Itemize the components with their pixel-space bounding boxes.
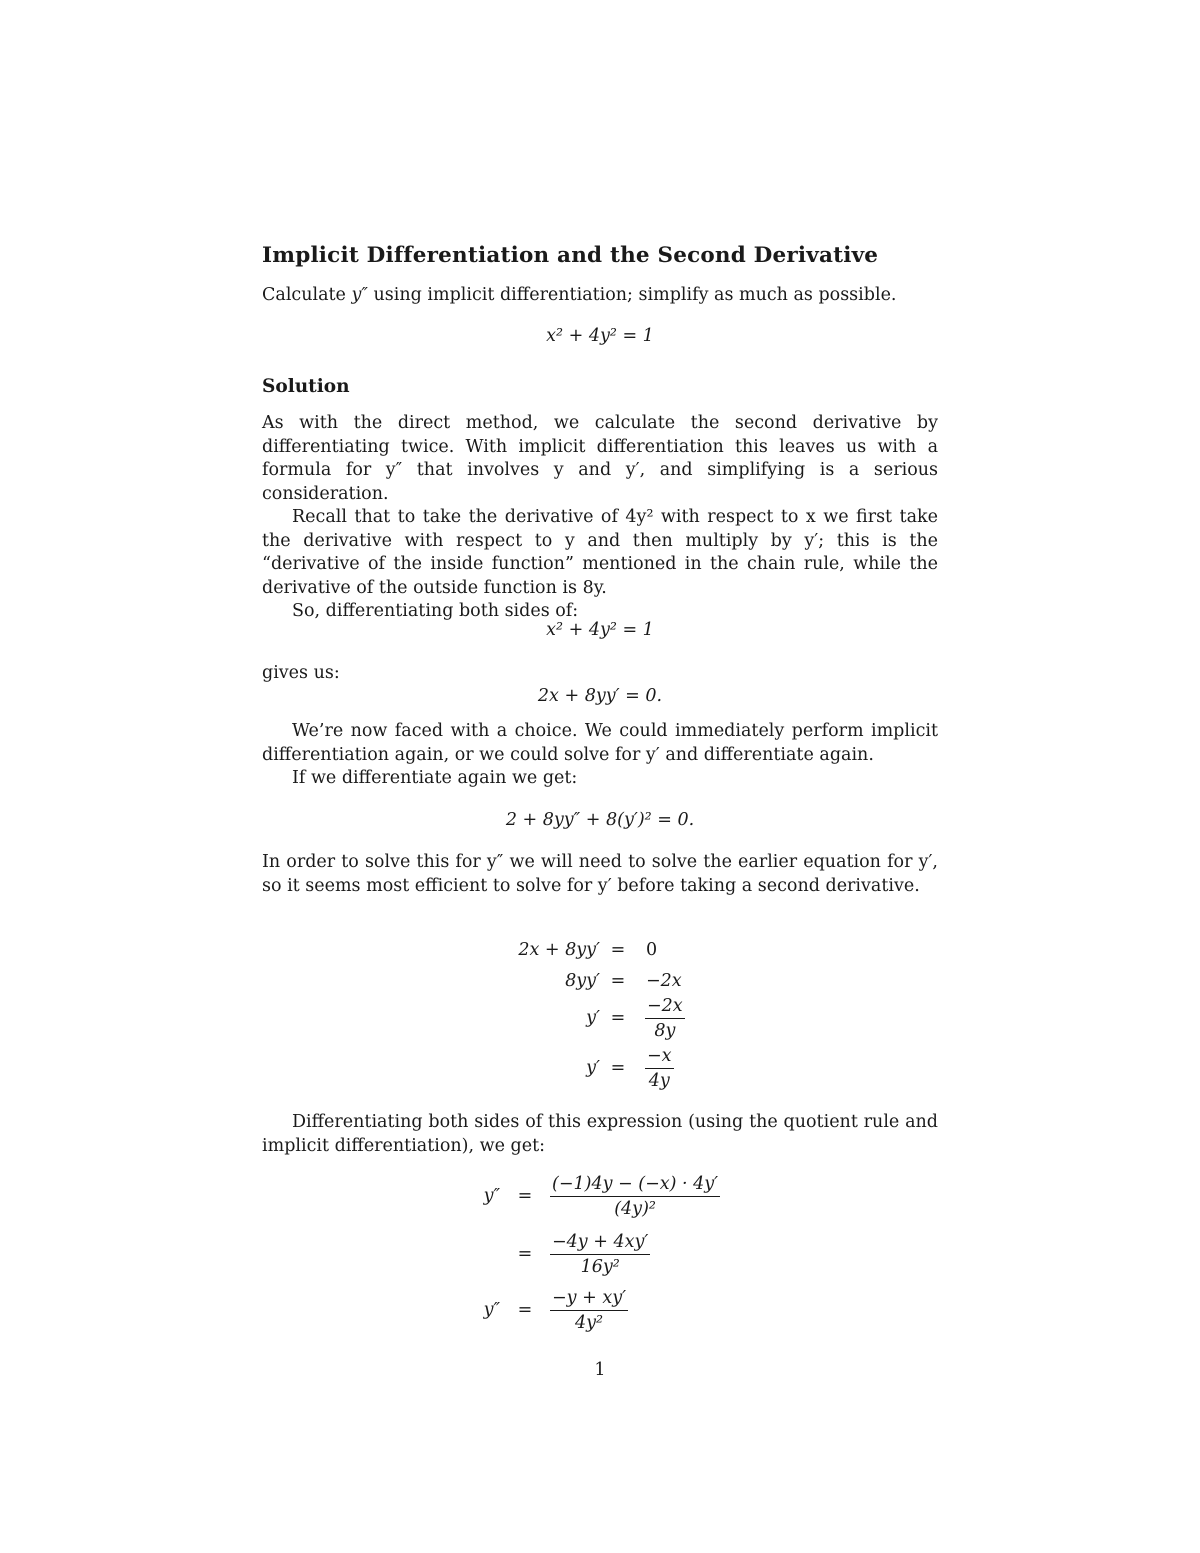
fraction-denominator: 4y²	[575, 1313, 604, 1333]
equation-relation: =	[610, 1058, 626, 1078]
paragraph-chain-rule: Recall that to take the derivative of 4y² with respect to x we first take the derivative with respect to y and then multiply by y′; this is the “derivative of the inside function” mentioned in the chain rule, while the derivative of the outside function is 8y.	[262, 507, 938, 598]
solution-body-3	[262, 851, 938, 898]
fraction-denominator: 16y²	[580, 1257, 620, 1277]
fraction	[550, 1230, 650, 1279]
equation-lhs: y′	[586, 1008, 600, 1028]
solution-heading: Solution	[262, 376, 350, 397]
first-derivative-equation: 2x + 8yy′ = 0.	[537, 686, 663, 706]
equation-relation: =	[517, 1300, 533, 1320]
equation-relation: =	[610, 940, 626, 960]
problem-suffix: using implicit differentiation; simplify as much as possible.	[373, 285, 897, 305]
paragraph-efficient: In order to solve this for y″ we will need to solve the earlier equation for y′, so it seems most efficient to solve for y′ before taking a second derivative.	[262, 852, 938, 896]
solution-body-1	[262, 412, 938, 624]
equation-relation: =	[610, 971, 626, 991]
gives-us-label: gives us:	[262, 663, 340, 683]
problem-variable: y″	[351, 285, 368, 305]
equation-relation: =	[517, 1244, 533, 1264]
page-number: 1	[594, 1360, 606, 1380]
equation-lhs: y″	[483, 1186, 500, 1206]
paragraph-differentiating: So, differentiating both sides of:	[292, 601, 579, 621]
fraction-numerator: −y + xy′	[550, 1286, 628, 1311]
fraction-numerator: −2x	[645, 994, 685, 1019]
fraction-numerator: (−1)4y − (−x) · 4y′	[550, 1172, 720, 1197]
fraction	[645, 1044, 674, 1093]
equation-lhs: 2x + 8yy′	[518, 940, 600, 960]
second-derivative-equation: 2 + 8yy″ + 8(y′)² = 0.	[505, 810, 695, 830]
problem-prefix: Calculate	[262, 285, 346, 305]
repeat-equation: x² + 4y² = 1	[546, 620, 654, 640]
solution-body-4	[262, 1111, 938, 1158]
paragraph-choice: We’re now faced with a choice. We could immediately perform implicit differentiation again, or we could solve for y′ and differentiate again.	[262, 721, 938, 765]
paragraph-differentiate-again: If we differentiate again we get:	[292, 768, 578, 788]
fraction	[550, 1286, 628, 1335]
equation-relation: =	[517, 1186, 533, 1206]
page-title: Implicit Differentiation and the Second Derivative	[262, 243, 879, 268]
paragraph-direct-method: As with the direct method, we calculate the second derivative by differentiating twice. With implicit differentiation this leaves us with a formula for y″ that involves y and y′, and simplifying is a serious consideration.	[262, 413, 938, 504]
fraction-denominator: 4y	[648, 1071, 670, 1091]
fraction-numerator: −4y + 4xy′	[550, 1230, 650, 1255]
fraction-denominator: (4y)²	[614, 1199, 656, 1219]
fraction	[645, 994, 685, 1043]
fraction-numerator: −x	[645, 1044, 674, 1069]
equation-lhs: 8yy′	[565, 971, 600, 991]
equation-rhs: 0	[646, 940, 658, 960]
fraction	[550, 1172, 720, 1221]
fraction-denominator: 8y	[654, 1021, 676, 1041]
solve-for-yprime-block	[0, 940, 1200, 1100]
main-equation: x² + 4y² = 1	[546, 326, 654, 346]
paragraph-quotient-rule: Differentiating both sides of this expression (using the quotient rule and implicit differentiation), we get:	[262, 1112, 938, 1156]
problem-statement	[262, 284, 938, 308]
equation-lhs: y′	[586, 1058, 600, 1078]
equation-relation: =	[610, 1008, 626, 1028]
equation-rhs: −2x	[646, 971, 682, 991]
solution-body-2	[262, 720, 938, 791]
equation-lhs: y″	[483, 1300, 500, 1320]
